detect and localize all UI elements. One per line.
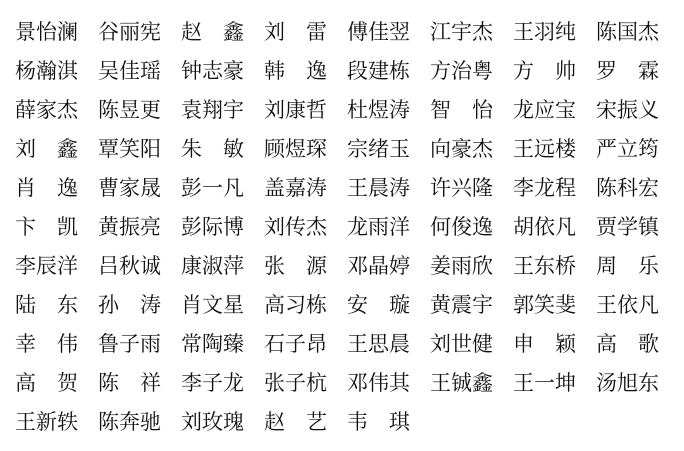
name-cell: 王羽纯 xyxy=(513,20,576,44)
name-cell: 陈国杰 xyxy=(596,20,659,44)
name-cell: 何俊逸 xyxy=(430,215,493,239)
name-cell: 许兴隆 xyxy=(430,176,493,200)
name-cell: 高习栋 xyxy=(264,293,327,317)
name-cell: 邓晶婷 xyxy=(347,254,410,278)
name-row xyxy=(15,52,684,91)
name-cell: 吕秋诚 xyxy=(98,254,161,278)
name-cell: 彭际博 xyxy=(181,215,244,239)
name-cell: 宋振义 xyxy=(596,98,659,122)
name-cell: 高 贺 xyxy=(15,371,78,395)
name-cell: 杜煜涛 xyxy=(347,98,410,122)
name-cell: 韩 逸 xyxy=(264,59,327,83)
name-cell: 宗绪玉 xyxy=(347,137,410,161)
name-cell: 覃笑阳 xyxy=(98,137,161,161)
name-cell: 李龙程 xyxy=(513,176,576,200)
name-row xyxy=(15,286,684,325)
name-cell: 胡依凡 xyxy=(513,215,576,239)
name-cell: 鲁子雨 xyxy=(98,332,161,356)
name-cell: 刘 鑫 xyxy=(15,137,78,161)
name-cell: 刘玫瑰 xyxy=(181,410,244,434)
name-cell: 段建栋 xyxy=(347,59,410,83)
name-row xyxy=(15,364,684,403)
name-cell: 杨瀚淇 xyxy=(15,59,78,83)
name-cell: 李辰洋 xyxy=(15,254,78,278)
name-cell: 谷丽宪 xyxy=(98,20,161,44)
name-cell: 朱 敏 xyxy=(181,137,244,161)
name-cell: 傅佳翌 xyxy=(347,20,410,44)
name-cell: 赵 鑫 xyxy=(181,20,244,44)
name-cell: 吴佳瑶 xyxy=(98,59,161,83)
name-cell: 王一坤 xyxy=(513,371,576,395)
name-cell: 顾煜琛 xyxy=(264,137,327,161)
name-cell: 智 怡 xyxy=(430,98,493,122)
name-cell: 王铖鑫 xyxy=(430,371,493,395)
name-row xyxy=(15,169,684,208)
name-cell: 王远楼 xyxy=(513,137,576,161)
name-cell: 方 帅 xyxy=(513,59,576,83)
name-cell: 盖嘉涛 xyxy=(264,176,327,200)
name-cell: 高 歌 xyxy=(596,332,659,356)
name-cell: 罗 霖 xyxy=(596,59,659,83)
name-cell: 贾学镇 xyxy=(596,215,659,239)
name-cell: 张 源 xyxy=(264,254,327,278)
name-cell: 刘 雷 xyxy=(264,20,327,44)
name-cell: 严立筠 xyxy=(596,137,659,161)
name-cell: 陈奔驰 xyxy=(98,410,161,434)
name-cell: 陈昱更 xyxy=(98,98,161,122)
name-cell: 赵 艺 xyxy=(264,410,327,434)
name-cell: 幸 伟 xyxy=(15,332,78,356)
name-cell: 汤旭东 xyxy=(596,371,659,395)
name-cell: 卞 凯 xyxy=(15,215,78,239)
name-cell: 肖文星 xyxy=(181,293,244,317)
name-cell: 王新轶 xyxy=(15,410,78,434)
name-row xyxy=(15,403,684,442)
name-cell: 黄振亮 xyxy=(98,215,161,239)
name-cell: 陈 祥 xyxy=(98,371,161,395)
name-cell: 刘康哲 xyxy=(264,98,327,122)
name-cell: 龙雨洋 xyxy=(347,215,410,239)
name-cell: 刘世健 xyxy=(430,332,493,356)
name-cell: 张子杭 xyxy=(264,371,327,395)
name-row xyxy=(15,208,684,247)
name-cell: 黄震宇 xyxy=(430,293,493,317)
name-cell: 江宇杰 xyxy=(430,20,493,44)
name-cell: 申 颖 xyxy=(513,332,576,356)
name-cell: 薛家杰 xyxy=(15,98,78,122)
name-cell: 安 璇 xyxy=(347,293,410,317)
name-cell: 陈科宏 xyxy=(596,176,659,200)
name-cell: 李子龙 xyxy=(181,371,244,395)
name-cell: 景怡澜 xyxy=(15,20,78,44)
name-row xyxy=(15,325,684,364)
name-row xyxy=(15,130,684,169)
name-cell: 孙 涛 xyxy=(98,293,161,317)
name-cell: 王依凡 xyxy=(596,293,659,317)
name-cell: 周 乐 xyxy=(596,254,659,278)
name-cell: 王东桥 xyxy=(513,254,576,278)
name-cell: 常陶臻 xyxy=(181,332,244,356)
name-cell: 康淑萍 xyxy=(181,254,244,278)
name-cell: 彭一凡 xyxy=(181,176,244,200)
name-cell: 袁翔宇 xyxy=(181,98,244,122)
name-cell: 韦 琪 xyxy=(347,410,410,434)
name-cell: 刘传杰 xyxy=(264,215,327,239)
name-cell: 肖 逸 xyxy=(15,176,78,200)
name-cell: 王思晨 xyxy=(347,332,410,356)
name-row xyxy=(15,247,684,286)
name-cell: 郭笑斐 xyxy=(513,293,576,317)
name-row xyxy=(15,13,684,52)
name-cell: 姜雨欣 xyxy=(430,254,493,278)
name-cell: 龙应宝 xyxy=(513,98,576,122)
name-row xyxy=(15,91,684,130)
name-cell: 方治粤 xyxy=(430,59,493,83)
name-cell: 邓伟其 xyxy=(347,371,410,395)
name-cell: 王晨涛 xyxy=(347,176,410,200)
name-cell: 向豪杰 xyxy=(430,137,493,161)
name-cell: 石子昂 xyxy=(264,332,327,356)
name-cell: 钟志豪 xyxy=(181,59,244,83)
name-cell: 陆 东 xyxy=(15,293,78,317)
name-cell: 曹家晟 xyxy=(98,176,161,200)
